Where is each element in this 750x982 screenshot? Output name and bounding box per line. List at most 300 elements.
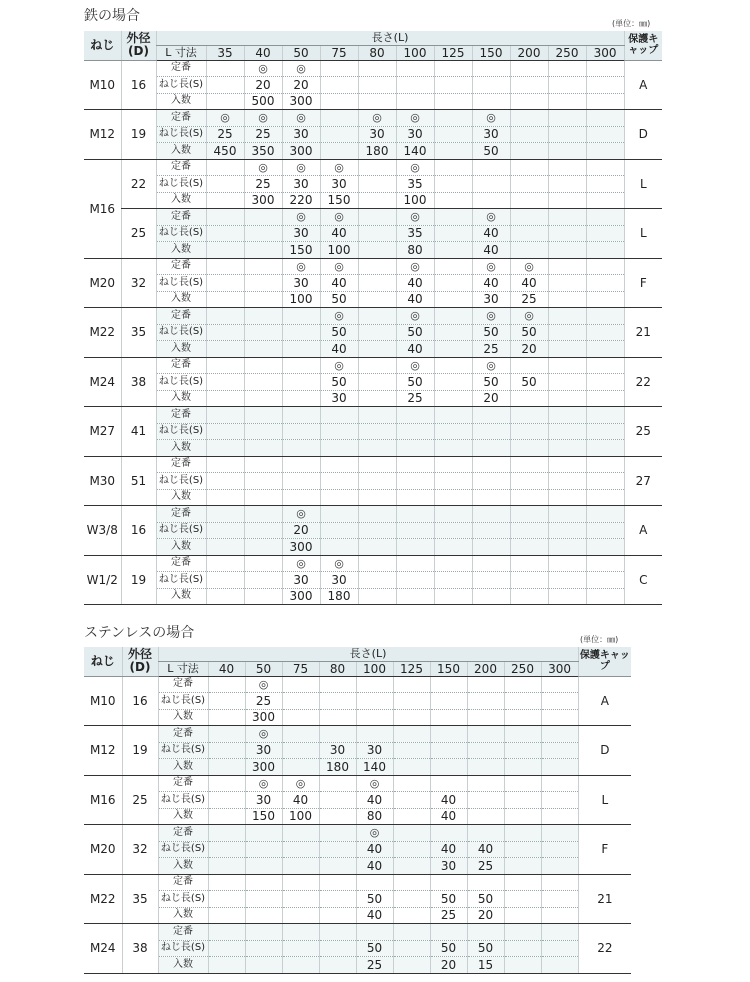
outer-diameter-cell: 16 — [121, 60, 156, 110]
value-cell: 40 — [282, 792, 319, 809]
value-cell — [206, 423, 244, 440]
value-cell — [586, 143, 624, 160]
value-cell: ◎ — [320, 555, 358, 572]
label-quantity: 入数 — [156, 539, 206, 556]
value-cell — [282, 742, 319, 759]
value-cell: 25 — [244, 126, 282, 143]
value-cell — [393, 940, 430, 957]
label-standard: 定番 — [156, 60, 206, 77]
value-cell — [586, 126, 624, 143]
outer-diameter-cell: 19 — [122, 726, 158, 776]
label-thread-length: ねじ長(S) — [156, 423, 206, 440]
value-cell — [504, 726, 541, 743]
value-cell — [244, 473, 282, 490]
value-cell — [206, 539, 244, 556]
header-length-200: 200 — [467, 661, 504, 676]
value-cell — [244, 291, 282, 308]
iron-unit-note: (単位：㎜) — [612, 19, 651, 28]
value-cell — [472, 176, 510, 193]
value-cell — [548, 357, 586, 374]
value-cell — [206, 93, 244, 110]
label-quantity: 入数 — [158, 808, 208, 825]
value-cell: ◎ — [472, 357, 510, 374]
value-cell — [208, 709, 245, 726]
value-cell — [358, 93, 396, 110]
value-cell — [208, 841, 245, 858]
label-thread-length: ねじ長(S) — [158, 891, 208, 908]
value-cell — [393, 693, 430, 710]
value-cell — [320, 506, 358, 523]
label-standard: 定番 — [158, 775, 208, 792]
value-cell — [510, 192, 548, 209]
value-cell: 100 — [396, 192, 434, 209]
value-cell — [358, 258, 396, 275]
label-quantity: 入数 — [158, 957, 208, 974]
label-standard: 定番 — [156, 258, 206, 275]
thread-size-cell: M24 — [84, 357, 121, 407]
value-cell: 40 — [320, 225, 358, 242]
value-cell: 50 — [472, 324, 510, 341]
value-cell — [586, 93, 624, 110]
value-cell — [358, 423, 396, 440]
value-cell — [434, 176, 472, 193]
value-cell — [244, 489, 282, 506]
label-thread-length: ねじ長(S) — [158, 693, 208, 710]
value-cell: 150 — [245, 808, 282, 825]
protective-cap-cell: A — [624, 60, 662, 110]
value-cell: ◎ — [245, 676, 282, 693]
value-cell — [356, 676, 393, 693]
value-cell — [510, 77, 548, 94]
value-cell — [206, 192, 244, 209]
value-cell: ◎ — [206, 110, 244, 127]
value-cell: 40 — [356, 907, 393, 924]
value-cell — [358, 242, 396, 259]
value-cell — [434, 522, 472, 539]
value-cell — [510, 126, 548, 143]
value-cell — [282, 308, 320, 325]
value-cell — [541, 759, 578, 776]
value-cell — [208, 891, 245, 908]
value-cell — [510, 176, 548, 193]
value-cell — [282, 841, 319, 858]
value-cell — [206, 275, 244, 292]
value-cell — [358, 522, 396, 539]
value-cell — [510, 539, 548, 556]
value-cell — [510, 522, 548, 539]
label-standard: 定番 — [158, 924, 208, 941]
value-cell: 50 — [467, 940, 504, 957]
value-cell — [396, 440, 434, 457]
value-cell — [510, 60, 548, 77]
label-standard: 定番 — [156, 456, 206, 473]
header-length-200: 200 — [510, 45, 548, 60]
value-cell — [282, 709, 319, 726]
value-cell — [586, 242, 624, 259]
header-length-100: 100 — [396, 45, 434, 60]
header-length: 長さ(L) — [158, 647, 578, 661]
value-cell — [358, 390, 396, 407]
value-cell — [434, 60, 472, 77]
value-cell — [282, 693, 319, 710]
value-cell — [245, 924, 282, 941]
value-cell — [320, 110, 358, 127]
value-cell — [430, 676, 467, 693]
value-cell — [208, 693, 245, 710]
value-cell: ◎ — [282, 775, 319, 792]
value-cell — [541, 709, 578, 726]
value-cell — [358, 209, 396, 226]
value-cell — [282, 324, 320, 341]
header-length-250: 250 — [504, 661, 541, 676]
value-cell — [396, 506, 434, 523]
value-cell — [282, 825, 319, 842]
thread-size-cell: M16 — [84, 775, 122, 825]
value-cell — [586, 572, 624, 589]
value-cell — [510, 209, 548, 226]
value-cell — [467, 825, 504, 842]
value-cell: 300 — [282, 588, 320, 605]
iron-section-title: 鉄の場合 — [84, 8, 140, 24]
value-cell — [434, 440, 472, 457]
value-cell — [245, 841, 282, 858]
label-quantity: 入数 — [156, 440, 206, 457]
value-cell — [541, 841, 578, 858]
label-thread-length: ねじ長(S) — [156, 522, 206, 539]
protective-cap-cell: 21 — [578, 874, 631, 924]
value-cell — [548, 159, 586, 176]
protective-cap-cell: F — [624, 258, 662, 308]
value-cell — [510, 93, 548, 110]
value-cell: 300 — [282, 539, 320, 556]
value-cell — [358, 506, 396, 523]
value-cell — [358, 539, 396, 556]
value-cell: 25 — [244, 176, 282, 193]
value-cell: 30 — [396, 126, 434, 143]
value-cell: 25 — [396, 390, 434, 407]
value-cell — [358, 308, 396, 325]
value-cell: ◎ — [320, 209, 358, 226]
value-cell — [244, 275, 282, 292]
value-cell: 25 — [430, 907, 467, 924]
value-cell — [244, 209, 282, 226]
value-cell — [208, 907, 245, 924]
value-cell — [541, 676, 578, 693]
value-cell — [320, 60, 358, 77]
label-quantity: 入数 — [158, 907, 208, 924]
value-cell: 40 — [356, 841, 393, 858]
value-cell: 30 — [430, 858, 467, 875]
value-cell — [358, 489, 396, 506]
value-cell — [548, 126, 586, 143]
value-cell: 80 — [356, 808, 393, 825]
label-thread-length: ねじ長(S) — [158, 792, 208, 809]
value-cell — [541, 808, 578, 825]
protective-cap-cell: L — [624, 209, 662, 259]
value-cell: ◎ — [244, 110, 282, 127]
thread-size-cell: W1/2 — [84, 555, 121, 605]
value-cell — [510, 489, 548, 506]
value-cell — [282, 440, 320, 457]
value-cell — [504, 676, 541, 693]
value-cell — [586, 192, 624, 209]
value-cell: ◎ — [282, 258, 320, 275]
value-cell — [206, 588, 244, 605]
value-cell — [548, 110, 586, 127]
value-cell: 20 — [510, 341, 548, 358]
value-cell — [393, 825, 430, 842]
label-quantity: 入数 — [156, 291, 206, 308]
value-cell — [282, 374, 320, 391]
value-cell — [467, 924, 504, 941]
value-cell — [541, 825, 578, 842]
value-cell: 15 — [467, 957, 504, 974]
value-cell — [472, 407, 510, 424]
value-cell — [282, 874, 319, 891]
value-cell: 40 — [467, 841, 504, 858]
value-cell — [548, 275, 586, 292]
value-cell — [504, 792, 541, 809]
value-cell: ◎ — [282, 209, 320, 226]
label-standard: 定番 — [158, 874, 208, 891]
value-cell: 140 — [396, 143, 434, 160]
value-cell — [510, 423, 548, 440]
label-thread-length: ねじ長(S) — [156, 572, 206, 589]
value-cell — [396, 77, 434, 94]
value-cell — [319, 891, 356, 908]
value-cell — [430, 693, 467, 710]
value-cell — [586, 390, 624, 407]
value-cell — [244, 555, 282, 572]
value-cell — [244, 357, 282, 374]
protective-cap-cell: 22 — [578, 924, 631, 974]
value-cell: 300 — [282, 93, 320, 110]
value-cell — [510, 242, 548, 259]
value-cell — [510, 225, 548, 242]
label-quantity: 入数 — [156, 390, 206, 407]
value-cell — [320, 77, 358, 94]
value-cell — [206, 308, 244, 325]
value-cell — [393, 792, 430, 809]
value-cell — [510, 572, 548, 589]
value-cell — [586, 423, 624, 440]
header-length-150: 150 — [430, 661, 467, 676]
value-cell — [548, 176, 586, 193]
value-cell: 20 — [244, 77, 282, 94]
value-cell — [396, 522, 434, 539]
label-standard: 定番 — [158, 676, 208, 693]
value-cell: ◎ — [396, 110, 434, 127]
value-cell — [396, 489, 434, 506]
value-cell — [244, 374, 282, 391]
value-cell — [244, 588, 282, 605]
label-quantity: 入数 — [158, 759, 208, 776]
value-cell: 25 — [510, 291, 548, 308]
label-standard: 定番 — [156, 209, 206, 226]
value-cell — [358, 60, 396, 77]
value-cell — [320, 440, 358, 457]
value-cell: 30 — [282, 126, 320, 143]
value-cell: 180 — [319, 759, 356, 776]
protective-cap-cell: 21 — [624, 308, 662, 358]
value-cell: 20 — [430, 957, 467, 974]
value-cell — [541, 940, 578, 957]
value-cell — [472, 572, 510, 589]
value-cell — [208, 924, 245, 941]
value-cell — [472, 77, 510, 94]
value-cell — [244, 456, 282, 473]
value-cell: 25 — [467, 858, 504, 875]
value-cell: 40 — [356, 858, 393, 875]
value-cell — [434, 209, 472, 226]
label-quantity: 入数 — [158, 709, 208, 726]
value-cell: 30 — [320, 176, 358, 193]
value-cell: 35 — [396, 225, 434, 242]
value-cell — [396, 473, 434, 490]
value-cell — [548, 539, 586, 556]
label-thread-length: ねじ長(S) — [158, 841, 208, 858]
value-cell — [208, 940, 245, 957]
value-cell — [393, 891, 430, 908]
value-cell: 100 — [320, 242, 358, 259]
value-cell — [548, 423, 586, 440]
value-cell — [319, 775, 356, 792]
value-cell — [282, 924, 319, 941]
value-cell — [472, 588, 510, 605]
value-cell: 50 — [320, 374, 358, 391]
label-thread-length: ねじ長(S) — [156, 77, 206, 94]
value-cell — [320, 126, 358, 143]
value-cell — [393, 841, 430, 858]
value-cell — [430, 924, 467, 941]
value-cell — [319, 907, 356, 924]
value-cell: 50 — [320, 324, 358, 341]
header-length-300: 300 — [541, 661, 578, 676]
value-cell: 40 — [396, 291, 434, 308]
value-cell — [434, 341, 472, 358]
value-cell — [586, 291, 624, 308]
value-cell — [434, 77, 472, 94]
header-l-dimension: L 寸法 — [158, 661, 208, 676]
value-cell: 350 — [244, 143, 282, 160]
value-cell — [541, 874, 578, 891]
label-thread-length: ねじ長(S) — [156, 324, 206, 341]
value-cell — [586, 110, 624, 127]
value-cell — [320, 456, 358, 473]
thread-size-cell: M12 — [84, 726, 122, 776]
value-cell — [358, 77, 396, 94]
value-cell — [548, 522, 586, 539]
value-cell: ◎ — [282, 110, 320, 127]
value-cell — [467, 676, 504, 693]
value-cell: 20 — [472, 390, 510, 407]
header-thread: ねじ — [84, 31, 121, 60]
value-cell — [434, 374, 472, 391]
value-cell: ◎ — [244, 60, 282, 77]
value-cell — [434, 93, 472, 110]
label-standard: 定番 — [156, 407, 206, 424]
thread-size-cell: M10 — [84, 676, 122, 726]
value-cell — [320, 489, 358, 506]
value-cell — [434, 539, 472, 556]
value-cell — [548, 225, 586, 242]
label-thread-length: ねじ長(S) — [158, 742, 208, 759]
value-cell: 180 — [358, 143, 396, 160]
value-cell — [393, 742, 430, 759]
value-cell — [393, 907, 430, 924]
value-cell — [541, 792, 578, 809]
value-cell — [430, 759, 467, 776]
value-cell — [393, 676, 430, 693]
value-cell — [510, 555, 548, 572]
outer-diameter-cell: 35 — [122, 874, 158, 924]
thread-size-cell: M12 — [84, 110, 121, 160]
value-cell — [548, 324, 586, 341]
value-cell — [548, 93, 586, 110]
value-cell — [586, 77, 624, 94]
outer-diameter-cell: 38 — [121, 357, 156, 407]
value-cell — [586, 489, 624, 506]
value-cell — [548, 506, 586, 523]
value-cell — [586, 522, 624, 539]
value-cell: 30 — [245, 742, 282, 759]
value-cell: ◎ — [282, 555, 320, 572]
header-protective-cap: 保護キャップ — [578, 647, 631, 676]
value-cell — [434, 506, 472, 523]
header-length-40: 40 — [208, 661, 245, 676]
value-cell: 20 — [282, 522, 320, 539]
value-cell — [245, 874, 282, 891]
value-cell — [472, 506, 510, 523]
value-cell — [245, 825, 282, 842]
value-cell — [430, 726, 467, 743]
value-cell: 100 — [282, 291, 320, 308]
value-cell: ◎ — [282, 159, 320, 176]
value-cell — [541, 858, 578, 875]
header-length-125: 125 — [393, 661, 430, 676]
value-cell — [244, 258, 282, 275]
label-thread-length: ねじ長(S) — [156, 126, 206, 143]
value-cell: ◎ — [510, 258, 548, 275]
value-cell: ◎ — [510, 308, 548, 325]
value-cell — [434, 242, 472, 259]
header-thread: ねじ — [84, 647, 122, 676]
value-cell — [358, 341, 396, 358]
header-length: 長さ(L) — [156, 31, 624, 45]
value-cell: ◎ — [396, 258, 434, 275]
value-cell: 30 — [282, 572, 320, 589]
value-cell — [467, 726, 504, 743]
value-cell — [472, 522, 510, 539]
value-cell — [586, 275, 624, 292]
value-cell: 30 — [245, 792, 282, 809]
value-cell — [206, 407, 244, 424]
value-cell: 500 — [244, 93, 282, 110]
outer-diameter-cell: 16 — [122, 676, 158, 726]
value-cell — [472, 159, 510, 176]
value-cell: 50 — [356, 891, 393, 908]
value-cell: 50 — [510, 324, 548, 341]
value-cell — [541, 924, 578, 941]
header-length-300: 300 — [586, 45, 624, 60]
value-cell: 40 — [356, 792, 393, 809]
value-cell: 30 — [356, 742, 393, 759]
protective-cap-cell: A — [578, 676, 631, 726]
value-cell: 50 — [320, 291, 358, 308]
value-cell — [358, 225, 396, 242]
label-quantity: 入数 — [158, 858, 208, 875]
value-cell — [206, 258, 244, 275]
